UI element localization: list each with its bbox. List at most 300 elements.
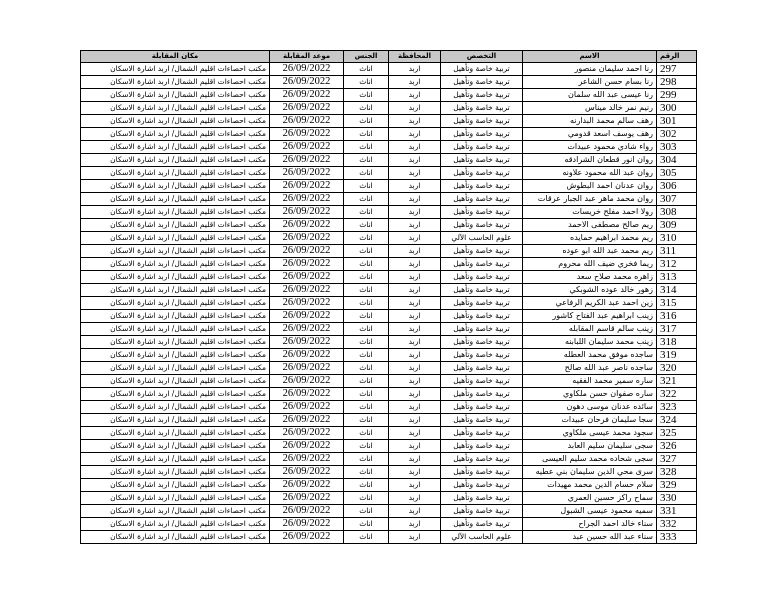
- row-number-cell: 315: [657, 297, 697, 310]
- row-number-cell: 319: [657, 349, 697, 362]
- governorate-cell: اربد: [389, 102, 441, 115]
- gender-cell: اناث: [344, 89, 389, 102]
- governorate-cell: اربد: [389, 154, 441, 167]
- interview-place-cell: مكتب احصاءات اقليم الشمال/ اربد اشارة الاسكان: [81, 63, 270, 76]
- interview-date-cell: 26/09/2022: [270, 375, 344, 388]
- interview-place-cell: مكتب احصاءات اقليم الشمال/ اربد اشارة الاسكان: [81, 141, 270, 154]
- specialization-cell: تربية خاصة وتأهيل: [441, 193, 523, 206]
- table-row: [81, 63, 697, 76]
- table-row: [81, 76, 697, 89]
- applicant-name-cell: روان عدنان احمد البطوش: [523, 180, 657, 193]
- interview-date-cell: 26/09/2022: [270, 154, 344, 167]
- specialization-cell: تربية خاصة وتأهيل: [441, 362, 523, 375]
- specialization-cell: علوم الحاسب الآلي: [441, 232, 523, 245]
- row-number-cell: 299: [657, 89, 697, 102]
- applicant-name-cell: زهور خالد عوده الشوبكي: [523, 284, 657, 297]
- specialization-cell: تربية خاصة وتأهيل: [441, 349, 523, 362]
- row-number-cell: 304: [657, 154, 697, 167]
- applicant-name-cell: سجى شحاده محمد سليم العيسى: [523, 453, 657, 466]
- applicant-table: [80, 50, 697, 544]
- interview-date-cell: 26/09/2022: [270, 89, 344, 102]
- row-number-cell: 327: [657, 453, 697, 466]
- interview-date-cell: 26/09/2022: [270, 206, 344, 219]
- gender-cell: اناث: [344, 440, 389, 453]
- row-number-cell: 314: [657, 284, 697, 297]
- row-number-cell: 331: [657, 505, 697, 518]
- specialization-cell: تربية خاصة وتأهيل: [441, 427, 523, 440]
- table-row: [81, 349, 697, 362]
- specialization-cell: تربية خاصة وتأهيل: [441, 167, 523, 180]
- specialization-cell: تربية خاصة وتأهيل: [441, 76, 523, 89]
- gender-cell: اناث: [344, 102, 389, 115]
- row-number-cell: 329: [657, 479, 697, 492]
- row-number-cell: 332: [657, 518, 697, 531]
- gender-cell: اناث: [344, 323, 389, 336]
- interview-place-cell: مكتب احصاءات اقليم الشمال/ اربد اشارة الاسكان: [81, 219, 270, 232]
- gender-cell: اناث: [344, 258, 389, 271]
- row-number-cell: 317: [657, 323, 697, 336]
- specialization-cell: تربية خاصة وتأهيل: [441, 63, 523, 76]
- row-number-cell: 320: [657, 362, 697, 375]
- specialization-cell: تربية خاصة وتأهيل: [441, 310, 523, 323]
- governorate-cell: اربد: [389, 453, 441, 466]
- table-row: [81, 154, 697, 167]
- interview-date-cell: 26/09/2022: [270, 141, 344, 154]
- interview-date-cell: 26/09/2022: [270, 76, 344, 89]
- governorate-cell: اربد: [389, 76, 441, 89]
- interview-date-cell: 26/09/2022: [270, 245, 344, 258]
- governorate-cell: اربد: [389, 336, 441, 349]
- applicant-name-cell: رولا احمد مفلح خريسات: [523, 206, 657, 219]
- governorate-cell: اربد: [389, 427, 441, 440]
- interview-place-cell: مكتب احصاءات اقليم الشمال/ اربد اشارة الاسكان: [81, 154, 270, 167]
- specialization-cell: تربية خاصة وتأهيل: [441, 154, 523, 167]
- specialization-cell: تربية خاصة وتأهيل: [441, 492, 523, 505]
- gender-cell: اناث: [344, 115, 389, 128]
- interview-date-cell: 26/09/2022: [270, 505, 344, 518]
- gender-cell: اناث: [344, 401, 389, 414]
- interview-date-cell: 26/09/2022: [270, 414, 344, 427]
- gender-cell: اناث: [344, 518, 389, 531]
- table-row: [81, 310, 697, 323]
- row-number-cell: 321: [657, 375, 697, 388]
- specialization-cell: تربية خاصة وتأهيل: [441, 115, 523, 128]
- gender-cell: اناث: [344, 349, 389, 362]
- specialization-cell: تربية خاصة وتأهيل: [441, 388, 523, 401]
- table-row: [81, 89, 697, 102]
- row-number-cell: 307: [657, 193, 697, 206]
- row-number-cell: 323: [657, 401, 697, 414]
- governorate-cell: اربد: [389, 466, 441, 479]
- applicant-name-cell: رنا احمد سليمان منصور: [523, 63, 657, 76]
- governorate-cell: اربد: [389, 388, 441, 401]
- governorate-cell: اربد: [389, 193, 441, 206]
- specialization-cell: تربية خاصة وتأهيل: [441, 284, 523, 297]
- gender-cell: اناث: [344, 245, 389, 258]
- table-row: [81, 128, 697, 141]
- interview-date-cell: 26/09/2022: [270, 180, 344, 193]
- interview-date-cell: 26/09/2022: [270, 453, 344, 466]
- interview-place-cell: مكتب احصاءات اقليم الشمال/ اربد اشارة الاسكان: [81, 414, 270, 427]
- interview-date-cell: 26/09/2022: [270, 401, 344, 414]
- interview-place-cell: مكتب احصاءات اقليم الشمال/ اربد اشارة الاسكان: [81, 479, 270, 492]
- interview-place-cell: مكتب احصاءات اقليم الشمال/ اربد اشارة الاسكان: [81, 76, 270, 89]
- applicant-name-cell: سميه محمود عيسى الشبول: [523, 505, 657, 518]
- interview-place-cell: مكتب احصاءات اقليم الشمال/ اربد اشارة الاسكان: [81, 297, 270, 310]
- applicant-name-cell: رواء شادي محمود عبيدات: [523, 141, 657, 154]
- interview-date-cell: 26/09/2022: [270, 128, 344, 141]
- row-number-cell: 322: [657, 388, 697, 401]
- interview-date-cell: 26/09/2022: [270, 271, 344, 284]
- interview-date-cell: 26/09/2022: [270, 388, 344, 401]
- interview-date-cell: 26/09/2022: [270, 297, 344, 310]
- interview-date-cell: 26/09/2022: [270, 193, 344, 206]
- applicant-name-cell: زين احمد عبد الكريم الرفاعي: [523, 297, 657, 310]
- table-row: [81, 440, 697, 453]
- interview-date-cell: 26/09/2022: [270, 219, 344, 232]
- applicant-name-cell: ساجده موفق محمد العطله: [523, 349, 657, 362]
- specialization-cell: تربية خاصة وتأهيل: [441, 180, 523, 193]
- applicant-name-cell: ساجده ناصر عبد الله صالح: [523, 362, 657, 375]
- applicant-name-cell: سلام حسام الدين محمد مهيدات: [523, 479, 657, 492]
- applicant-name-cell: ريم محمد عبد الله ابو عوده: [523, 245, 657, 258]
- interview-date-cell: 26/09/2022: [270, 310, 344, 323]
- table-row: [81, 362, 697, 375]
- gender-cell: اناث: [344, 310, 389, 323]
- gender-cell: اناث: [344, 505, 389, 518]
- interview-date-cell: 26/09/2022: [270, 284, 344, 297]
- interview-place-cell: مكتب احصاءات اقليم الشمال/ اربد اشارة الاسكان: [81, 128, 270, 141]
- header-name: الاسم: [523, 51, 657, 63]
- interview-place-cell: مكتب احصاءات اقليم الشمال/ اربد اشارة الاسكان: [81, 271, 270, 284]
- specialization-cell: تربية خاصة وتأهيل: [441, 323, 523, 336]
- gender-cell: اناث: [344, 427, 389, 440]
- table-row: [81, 284, 697, 297]
- specialization-cell: تربية خاصة وتأهيل: [441, 271, 523, 284]
- interview-place-cell: مكتب احصاءات اقليم الشمال/ اربد اشارة الاسكان: [81, 245, 270, 258]
- governorate-cell: اربد: [389, 219, 441, 232]
- table-row: [81, 271, 697, 284]
- interview-place-cell: مكتب احصاءات اقليم الشمال/ اربد اشارة الاسكان: [81, 388, 270, 401]
- specialization-cell: علوم الحاسب الآلي: [441, 531, 523, 544]
- interview-place-cell: مكتب احصاءات اقليم الشمال/ اربد اشارة الاسكان: [81, 167, 270, 180]
- interview-date-cell: 26/09/2022: [270, 232, 344, 245]
- governorate-cell: اربد: [389, 128, 441, 141]
- interview-place-cell: مكتب احصاءات اقليم الشمال/ اربد اشارة الاسكان: [81, 258, 270, 271]
- row-number-cell: 318: [657, 336, 697, 349]
- interview-date-cell: 26/09/2022: [270, 362, 344, 375]
- table-row: [81, 401, 697, 414]
- table-row: [81, 466, 697, 479]
- applicant-name-cell: رنا عيسى عبد الله سلمان: [523, 89, 657, 102]
- governorate-cell: اربد: [389, 492, 441, 505]
- specialization-cell: تربية خاصة وتأهيل: [441, 401, 523, 414]
- applicant-name-cell: زينب محمد سليمان اللبابنه: [523, 336, 657, 349]
- row-number-cell: 303: [657, 141, 697, 154]
- applicant-name-cell: رهف يوسف اسعد قدومي: [523, 128, 657, 141]
- applicant-name-cell: زينب ابراهيم عبد الفتاح كاشور: [523, 310, 657, 323]
- interview-place-cell: مكتب احصاءات اقليم الشمال/ اربد اشارة الاسكان: [81, 453, 270, 466]
- applicant-name-cell: ساره صفوان حسن ملكاوي: [523, 388, 657, 401]
- governorate-cell: اربد: [389, 518, 441, 531]
- interview-place-cell: مكتب احصاءات اقليم الشمال/ اربد اشارة الاسكان: [81, 531, 270, 544]
- specialization-cell: تربية خاصة وتأهيل: [441, 245, 523, 258]
- row-number-cell: 310: [657, 232, 697, 245]
- interview-place-cell: مكتب احصاءات اقليم الشمال/ اربد اشارة الاسكان: [81, 375, 270, 388]
- table-row: [81, 141, 697, 154]
- table-row: [81, 219, 697, 232]
- applicant-name-cell: زاهره محمد صلاح سعد: [523, 271, 657, 284]
- table-row: [81, 414, 697, 427]
- specialization-cell: تربية خاصة وتأهيل: [441, 89, 523, 102]
- applicant-name-cell: روان عبد الله محمود علاونه: [523, 167, 657, 180]
- applicant-name-cell: سماح راكز حسين العمري: [523, 492, 657, 505]
- interview-place-cell: مكتب احصاءات اقليم الشمال/ اربد اشارة الاسكان: [81, 492, 270, 505]
- row-number-cell: 313: [657, 271, 697, 284]
- governorate-cell: اربد: [389, 297, 441, 310]
- row-number-cell: 308: [657, 206, 697, 219]
- interview-date-cell: 26/09/2022: [270, 336, 344, 349]
- gender-cell: اناث: [344, 362, 389, 375]
- interview-place-cell: مكتب احصاءات اقليم الشمال/ اربد اشارة الاسكان: [81, 206, 270, 219]
- table-row: [81, 297, 697, 310]
- row-number-cell: 330: [657, 492, 697, 505]
- applicant-name-cell: ريم محمد ابراهيم حمايده: [523, 232, 657, 245]
- row-number-cell: 306: [657, 180, 697, 193]
- governorate-cell: اربد: [389, 440, 441, 453]
- table-row: [81, 453, 697, 466]
- gender-cell: اناث: [344, 141, 389, 154]
- gender-cell: اناث: [344, 336, 389, 349]
- applicant-table-page: [80, 50, 696, 544]
- applicant-name-cell: روان انور قطعان الشرادقه: [523, 154, 657, 167]
- specialization-cell: تربية خاصة وتأهيل: [441, 479, 523, 492]
- specialization-cell: تربية خاصة وتأهيل: [441, 466, 523, 479]
- specialization-cell: تربية خاصة وتأهيل: [441, 141, 523, 154]
- gender-cell: اناث: [344, 63, 389, 76]
- governorate-cell: اربد: [389, 206, 441, 219]
- governorate-cell: اربد: [389, 310, 441, 323]
- governorate-cell: اربد: [389, 284, 441, 297]
- specialization-cell: تربية خاصة وتأهيل: [441, 375, 523, 388]
- interview-place-cell: مكتب احصاءات اقليم الشمال/ اربد اشارة الاسكان: [81, 518, 270, 531]
- gender-cell: اناث: [344, 531, 389, 544]
- governorate-cell: اربد: [389, 323, 441, 336]
- governorate-cell: اربد: [389, 375, 441, 388]
- applicant-name-cell: ساره سمير محمد الفقيه: [523, 375, 657, 388]
- specialization-cell: تربية خاصة وتأهيل: [441, 505, 523, 518]
- applicant-name-cell: سناء خالد احمد الجراح: [523, 518, 657, 531]
- specialization-cell: تربية خاصة وتأهيل: [441, 258, 523, 271]
- table-row: [81, 492, 697, 505]
- interview-place-cell: مكتب احصاءات اقليم الشمال/ اربد اشارة الاسكان: [81, 505, 270, 518]
- table-row: [81, 505, 697, 518]
- interview-date-cell: 26/09/2022: [270, 466, 344, 479]
- gender-cell: اناث: [344, 206, 389, 219]
- table-row: [81, 258, 697, 271]
- table-row: [81, 518, 697, 531]
- row-number-cell: 316: [657, 310, 697, 323]
- gender-cell: اناث: [344, 271, 389, 284]
- specialization-cell: تربية خاصة وتأهيل: [441, 336, 523, 349]
- header-number: الرقم: [657, 51, 697, 63]
- governorate-cell: اربد: [389, 505, 441, 518]
- gender-cell: اناث: [344, 297, 389, 310]
- interview-date-cell: 26/09/2022: [270, 323, 344, 336]
- gender-cell: اناث: [344, 388, 389, 401]
- row-number-cell: 309: [657, 219, 697, 232]
- interview-date-cell: 26/09/2022: [270, 115, 344, 128]
- specialization-cell: تربية خاصة وتأهيل: [441, 206, 523, 219]
- table-row: [81, 388, 697, 401]
- specialization-cell: تربية خاصة وتأهيل: [441, 297, 523, 310]
- governorate-cell: اربد: [389, 167, 441, 180]
- gender-cell: اناث: [344, 232, 389, 245]
- header-interview-date: موعد المقابلة: [270, 51, 344, 63]
- interview-date-cell: 26/09/2022: [270, 531, 344, 544]
- governorate-cell: اربد: [389, 89, 441, 102]
- row-number-cell: 326: [657, 440, 697, 453]
- gender-cell: اناث: [344, 128, 389, 141]
- row-number-cell: 300: [657, 102, 697, 115]
- table-row: [81, 115, 697, 128]
- applicant-name-cell: سجود محمد عيسى ملكاوي: [523, 427, 657, 440]
- interview-place-cell: مكتب احصاءات اقليم الشمال/ اربد اشارة الاسكان: [81, 349, 270, 362]
- interview-place-cell: مكتب احصاءات اقليم الشمال/ اربد اشارة الاسكان: [81, 427, 270, 440]
- specialization-cell: تربية خاصة وتأهيل: [441, 128, 523, 141]
- header-governorate: المحافظة: [389, 51, 441, 63]
- governorate-cell: اربد: [389, 271, 441, 284]
- governorate-cell: اربد: [389, 414, 441, 427]
- governorate-cell: اربد: [389, 232, 441, 245]
- specialization-cell: تربية خاصة وتأهيل: [441, 440, 523, 453]
- interview-date-cell: 26/09/2022: [270, 518, 344, 531]
- interview-place-cell: مكتب احصاءات اقليم الشمال/ اربد اشارة الاسكان: [81, 401, 270, 414]
- applicant-name-cell: رنيم نمر خالد ميناس: [523, 102, 657, 115]
- interview-date-cell: 26/09/2022: [270, 63, 344, 76]
- row-number-cell: 324: [657, 414, 697, 427]
- governorate-cell: اربد: [389, 531, 441, 544]
- specialization-cell: تربية خاصة وتأهيل: [441, 453, 523, 466]
- row-number-cell: 333: [657, 531, 697, 544]
- gender-cell: اناث: [344, 167, 389, 180]
- interview-place-cell: مكتب احصاءات اقليم الشمال/ اربد اشارة الاسكان: [81, 89, 270, 102]
- table-row: [81, 102, 697, 115]
- interview-date-cell: 26/09/2022: [270, 258, 344, 271]
- interview-date-cell: 26/09/2022: [270, 349, 344, 362]
- governorate-cell: اربد: [389, 479, 441, 492]
- interview-place-cell: مكتب احصاءات اقليم الشمال/ اربد اشارة الاسكان: [81, 115, 270, 128]
- governorate-cell: اربد: [389, 401, 441, 414]
- interview-date-cell: 26/09/2022: [270, 102, 344, 115]
- table-row: [81, 323, 697, 336]
- table-header-row: [81, 51, 697, 63]
- interview-place-cell: مكتب احصاءات اقليم الشمال/ اربد اشارة الاسكان: [81, 440, 270, 453]
- gender-cell: اناث: [344, 479, 389, 492]
- governorate-cell: اربد: [389, 245, 441, 258]
- table-row: [81, 193, 697, 206]
- interview-place-cell: مكتب احصاءات اقليم الشمال/ اربد اشارة الاسكان: [81, 310, 270, 323]
- applicant-name-cell: زينب سالم قاسم المقابله: [523, 323, 657, 336]
- applicant-name-cell: سجا سليمان فرحان عبيدات: [523, 414, 657, 427]
- governorate-cell: اربد: [389, 258, 441, 271]
- table-row: [81, 245, 697, 258]
- applicant-name-cell: سائده عدنان موسى دهون: [523, 401, 657, 414]
- gender-cell: اناث: [344, 219, 389, 232]
- row-number-cell: 298: [657, 76, 697, 89]
- interview-place-cell: مكتب احصاءات اقليم الشمال/ اربد اشارة الاسكان: [81, 323, 270, 336]
- table-row: [81, 336, 697, 349]
- row-number-cell: 311: [657, 245, 697, 258]
- interview-place-cell: مكتب احصاءات اقليم الشمال/ اربد اشارة الاسكان: [81, 362, 270, 375]
- row-number-cell: 305: [657, 167, 697, 180]
- applicant-name-cell: رنا بسام حسن الشاعر: [523, 76, 657, 89]
- applicant-name-cell: سجى سليمان سليم العابد: [523, 440, 657, 453]
- table-row: [81, 375, 697, 388]
- interview-date-cell: 26/09/2022: [270, 479, 344, 492]
- interview-place-cell: مكتب احصاءات اقليم الشمال/ اربد اشارة الاسكان: [81, 284, 270, 297]
- applicant-name-cell: سرى محي الدين سليمان بني عطيه: [523, 466, 657, 479]
- interview-place-cell: مكتب احصاءات اقليم الشمال/ اربد اشارة الاسكان: [81, 336, 270, 349]
- gender-cell: اناث: [344, 284, 389, 297]
- applicant-name-cell: سناء عبد الله حسين عبد: [523, 531, 657, 544]
- table-row: [81, 167, 697, 180]
- gender-cell: اناث: [344, 193, 389, 206]
- gender-cell: اناث: [344, 180, 389, 193]
- gender-cell: اناث: [344, 453, 389, 466]
- specialization-cell: تربية خاصة وتأهيل: [441, 518, 523, 531]
- applicant-name-cell: رهف سالم محمد البدارنه: [523, 115, 657, 128]
- row-number-cell: 297: [657, 63, 697, 76]
- gender-cell: اناث: [344, 492, 389, 505]
- gender-cell: اناث: [344, 76, 389, 89]
- table-row: [81, 180, 697, 193]
- interview-date-cell: 26/09/2022: [270, 440, 344, 453]
- row-number-cell: 325: [657, 427, 697, 440]
- interview-place-cell: مكتب احصاءات اقليم الشمال/ اربد اشارة الاسكان: [81, 180, 270, 193]
- row-number-cell: 328: [657, 466, 697, 479]
- interview-date-cell: 26/09/2022: [270, 427, 344, 440]
- interview-place-cell: مكتب احصاءات اقليم الشمال/ اربد اشارة الاسكان: [81, 466, 270, 479]
- specialization-cell: تربية خاصة وتأهيل: [441, 102, 523, 115]
- interview-place-cell: مكتب احصاءات اقليم الشمال/ اربد اشارة الاسكان: [81, 232, 270, 245]
- governorate-cell: اربد: [389, 362, 441, 375]
- governorate-cell: اربد: [389, 180, 441, 193]
- specialization-cell: تربية خاصة وتأهيل: [441, 219, 523, 232]
- gender-cell: اناث: [344, 375, 389, 388]
- governorate-cell: اربد: [389, 63, 441, 76]
- gender-cell: اناث: [344, 414, 389, 427]
- specialization-cell: تربية خاصة وتأهيل: [441, 414, 523, 427]
- governorate-cell: اربد: [389, 141, 441, 154]
- table-row: [81, 427, 697, 440]
- table-row: [81, 531, 697, 544]
- table-row: [81, 479, 697, 492]
- interview-date-cell: 26/09/2022: [270, 167, 344, 180]
- interview-date-cell: 26/09/2022: [270, 492, 344, 505]
- governorate-cell: اربد: [389, 115, 441, 128]
- applicant-name-cell: ريما فخري ضيف الله محروم: [523, 258, 657, 271]
- row-number-cell: 302: [657, 128, 697, 141]
- row-number-cell: 301: [657, 115, 697, 128]
- header-interview-place: مكان المقابلة: [81, 51, 270, 63]
- interview-place-cell: مكتب احصاءات اقليم الشمال/ اربد اشارة الاسكان: [81, 102, 270, 115]
- applicant-name-cell: ريم صالح مصطفى الاحمد: [523, 219, 657, 232]
- gender-cell: اناث: [344, 154, 389, 167]
- table-row: [81, 206, 697, 219]
- gender-cell: اناث: [344, 466, 389, 479]
- header-specialization: التخصص: [441, 51, 523, 63]
